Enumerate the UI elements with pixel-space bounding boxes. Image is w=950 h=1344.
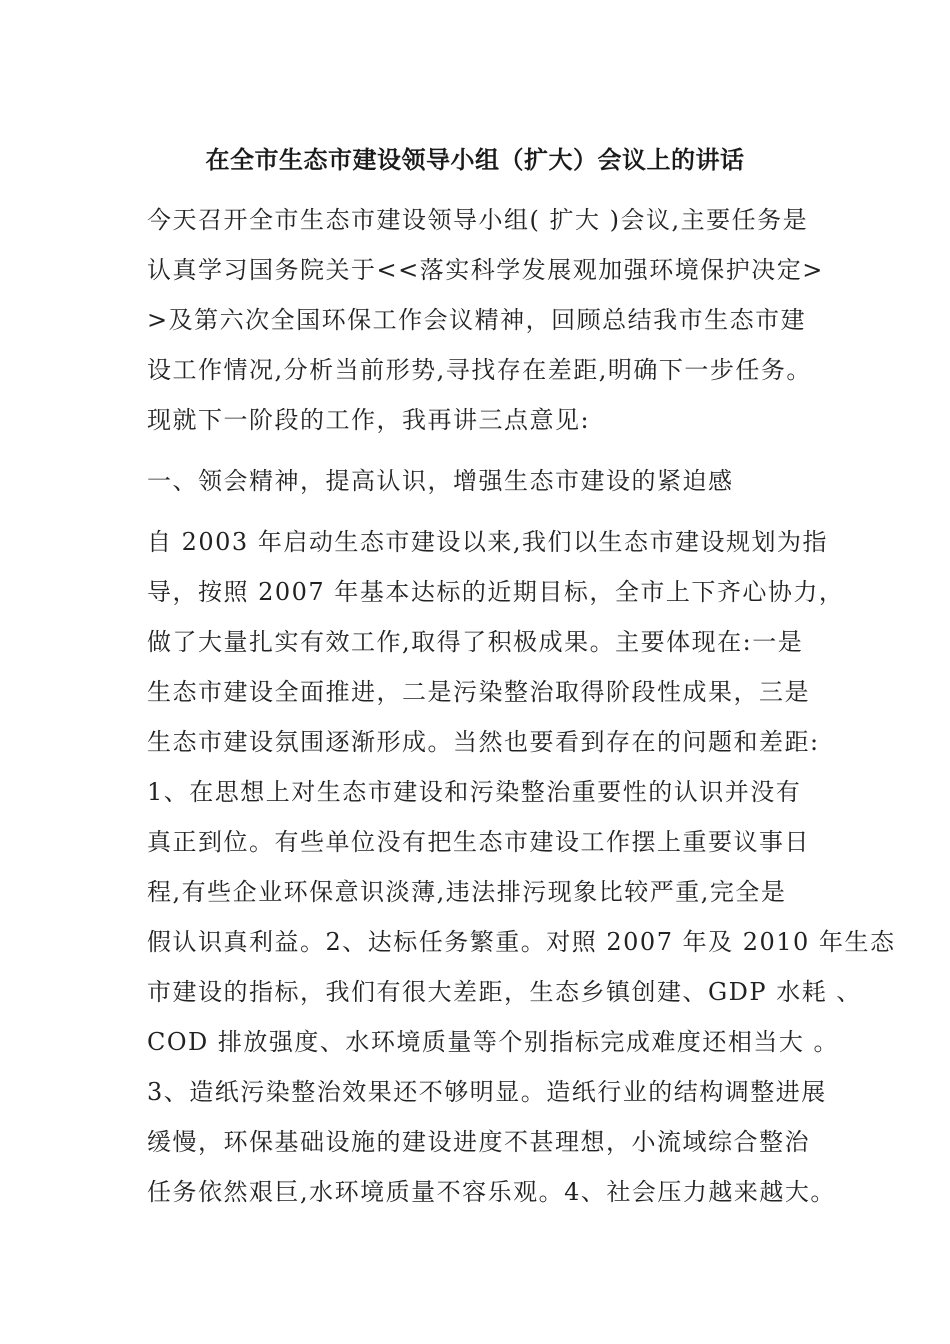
body-line-20: 任务依然艰巨,水环境质量不容乐观。4、社会压力越来越大。 (147, 1178, 836, 1206)
body-line-13: 真正到位。有些单位没有把生态市建设工作摆上重要议事日 (147, 828, 810, 856)
body-line-12: 1、在思想上对生态市建设和污染整治重要性的认识并没有 (147, 778, 802, 806)
body-line-10: 生态市建设全面推进，二是污染整治取得阶段性成果，三是 (147, 678, 810, 706)
body-line-16: 市建设的指标，我们有很大差距，生态乡镇创建、GDP 水耗 、 (147, 978, 862, 1006)
body-line-17: COD 排放强度、水环境质量等个别指标完成难度还相当大 。 (147, 1028, 840, 1056)
document-title: 在全市生态市建设领导小组（扩大）会议上的讲话 (205, 146, 745, 174)
body-line-4: 设工作情况,分析当前形势,寻找存在差距,明确下一步任务。 (147, 356, 812, 384)
body-line-15: 假认识真利益。2、达标任务繁重。对照 2007 年及 2010 年生态 (147, 928, 896, 956)
body-line-7: 自 2003 年启动生态市建设以来,我们以生态市建设规划为指 (147, 528, 828, 556)
section-heading-1: 一、领会精神，提高认识，增强生态市建设的紧迫感 (147, 467, 734, 495)
body-line-5: 现就下一阶段的工作，我再讲三点意见: (147, 406, 591, 434)
body-line-3: >及第六次全国环保工作会议精神，回顾总结我市生态市建 (147, 306, 807, 334)
body-line-1: 今天召开全市生态市建设领导小组( 扩大 )会议,主要任务是 (147, 206, 809, 234)
body-line-9: 做了大量扎实有效工作,取得了积极成果。主要体现在:一是 (147, 628, 804, 656)
body-line-14: 程,有些企业环保意识淡薄,违法排污现象比较严重,完全是 (147, 878, 787, 906)
body-line-8: 导，按照 2007 年基本达标的近期目标，全市上下齐心协力， (147, 578, 845, 606)
body-line-11: 生态市建设氛围逐渐形成。当然也要看到存在的问题和差距: (147, 728, 820, 756)
body-line-19: 缓慢，环保基础设施的建设进度不甚理想，小流域综合整治 (147, 1128, 810, 1156)
body-line-2: 认真学习国务院关于<<落实科学发展观加强环境保护决定> (147, 256, 824, 284)
body-line-18: 3、造纸污染整治效果还不够明显。造纸行业的结构调整进展 (147, 1078, 827, 1106)
